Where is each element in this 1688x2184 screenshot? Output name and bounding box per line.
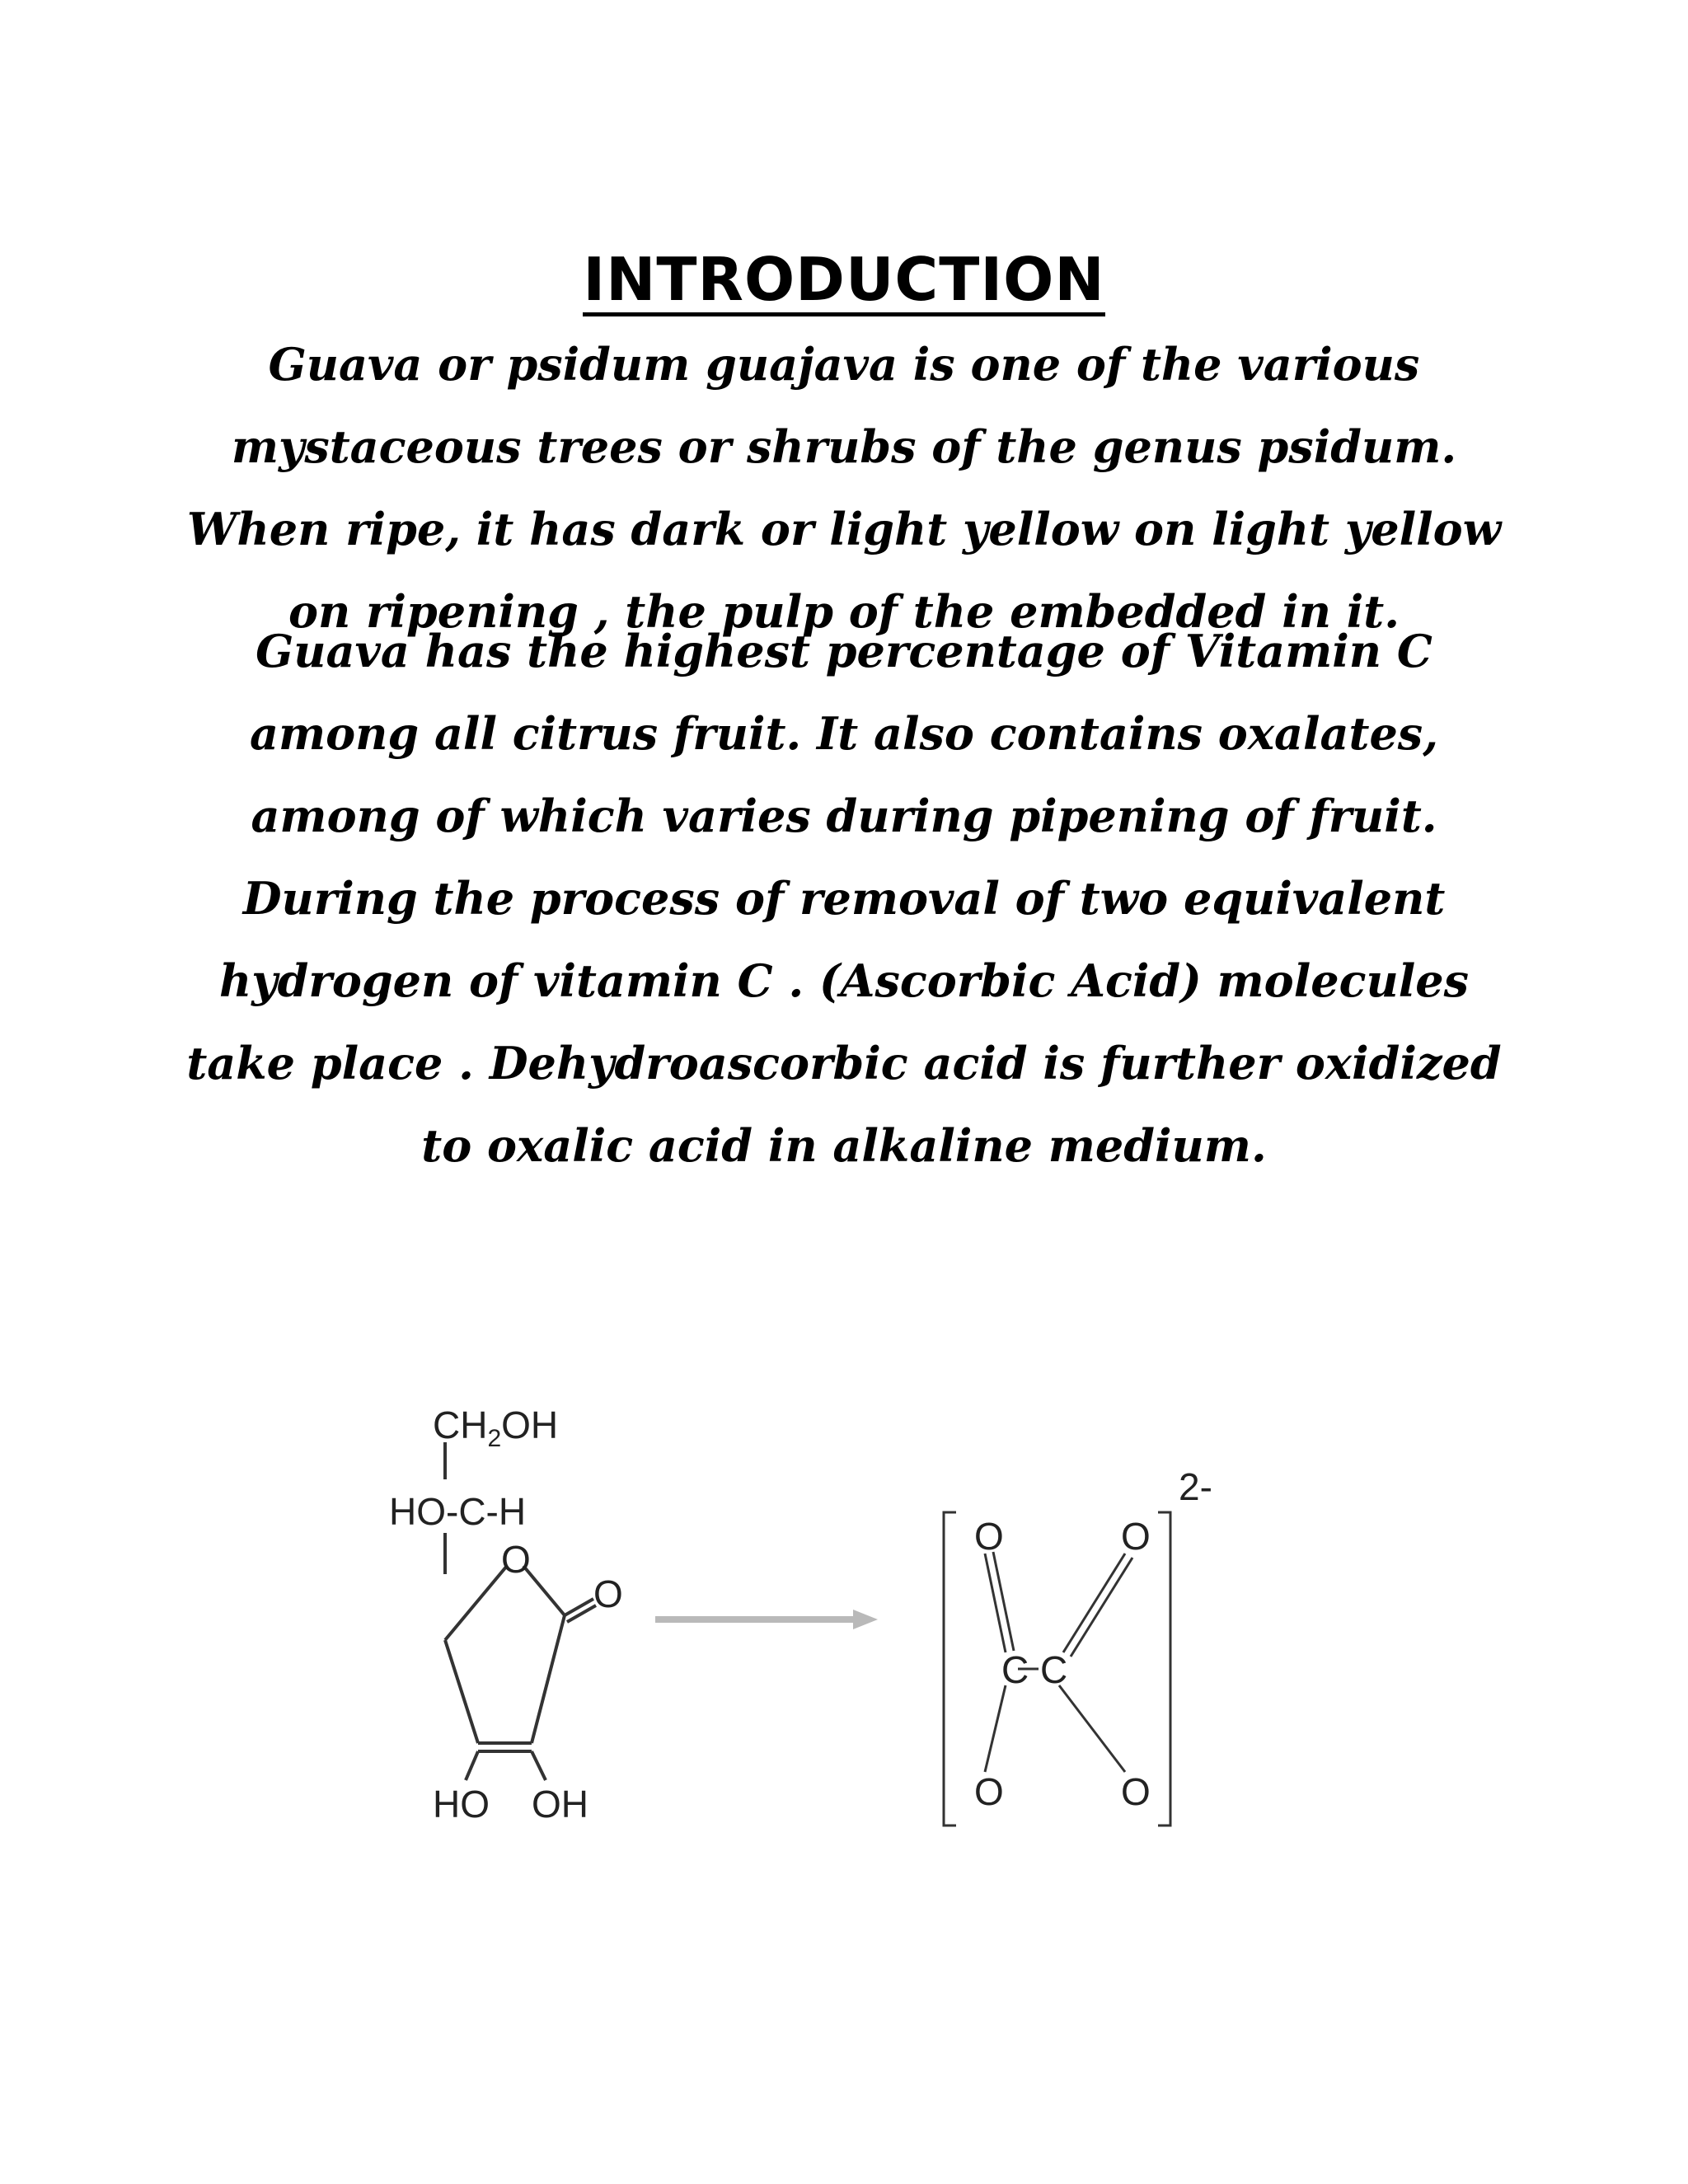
bond-ring-left [445,1640,478,1743]
label-ring-o: O [501,1538,531,1581]
bond-right-single [1059,1685,1125,1772]
label-ch2oh: $CH_2OH$ [433,1404,559,1452]
intro-paragraph-1: Guava or psidum guajava is one of the various mystaceous trees or shrubs of the genus psidum. When ripe, it has dark or light yellow on light yellow on ripening , the pulp of the embedded in it. [186,338,1502,638]
label-o-bottom-right: O [1121,1770,1151,1813]
bond-ring-right [532,1615,565,1743]
bond-ring-o-left [445,1566,507,1640]
intro-paragraph-2: Guava has the highest percentage of Vitamin C among all citrus fruit. It also contains oxalates, among of which varies during pipening of fruit. During the process of removal of two equivalent hydrogen of vitamin C . (Ascorbic Acid) molecules take place . Dehydroascorbic acid is further oxidized to oxalic acid in alkaline medium. [186,625,1502,1172]
bond-oh [532,1751,546,1780]
reaction-arrow [655,1610,878,1629]
page-title-text: INTRODUCTION [583,250,1104,316]
label-o-top-left: O [974,1515,1004,1558]
bond-left-double-1 [985,1554,1006,1652]
label-carbonyl-o: O [593,1572,623,1615]
bond-carbonyl-1 [565,1599,593,1615]
label-o-top-right: O [1121,1515,1151,1558]
reaction-diagram [354,1376,1278,1838]
page-title [0,245,1688,316]
arrow-head [853,1610,878,1629]
label-oh: OH [532,1783,588,1825]
reaction-diagram-svg [354,1376,1278,1838]
bond-right-double-1 [1063,1554,1125,1652]
label-c-right: C [1040,1648,1068,1691]
label-o-bottom-left: O [974,1770,1004,1813]
bracket-right [1158,1512,1170,1825]
bond-carbonyl-2 [567,1605,596,1622]
bracket-left [944,1512,956,1825]
bond-left-double-2 [993,1552,1014,1651]
label-c-left: C [1001,1648,1029,1691]
label-hoch: HO-C-H [389,1490,527,1533]
bond-ho [466,1751,478,1780]
label-charge: 2- [1179,1465,1212,1508]
bond-right-double-2 [1071,1558,1132,1657]
label-ho: HO [433,1783,490,1825]
bond-left-single [985,1685,1006,1772]
